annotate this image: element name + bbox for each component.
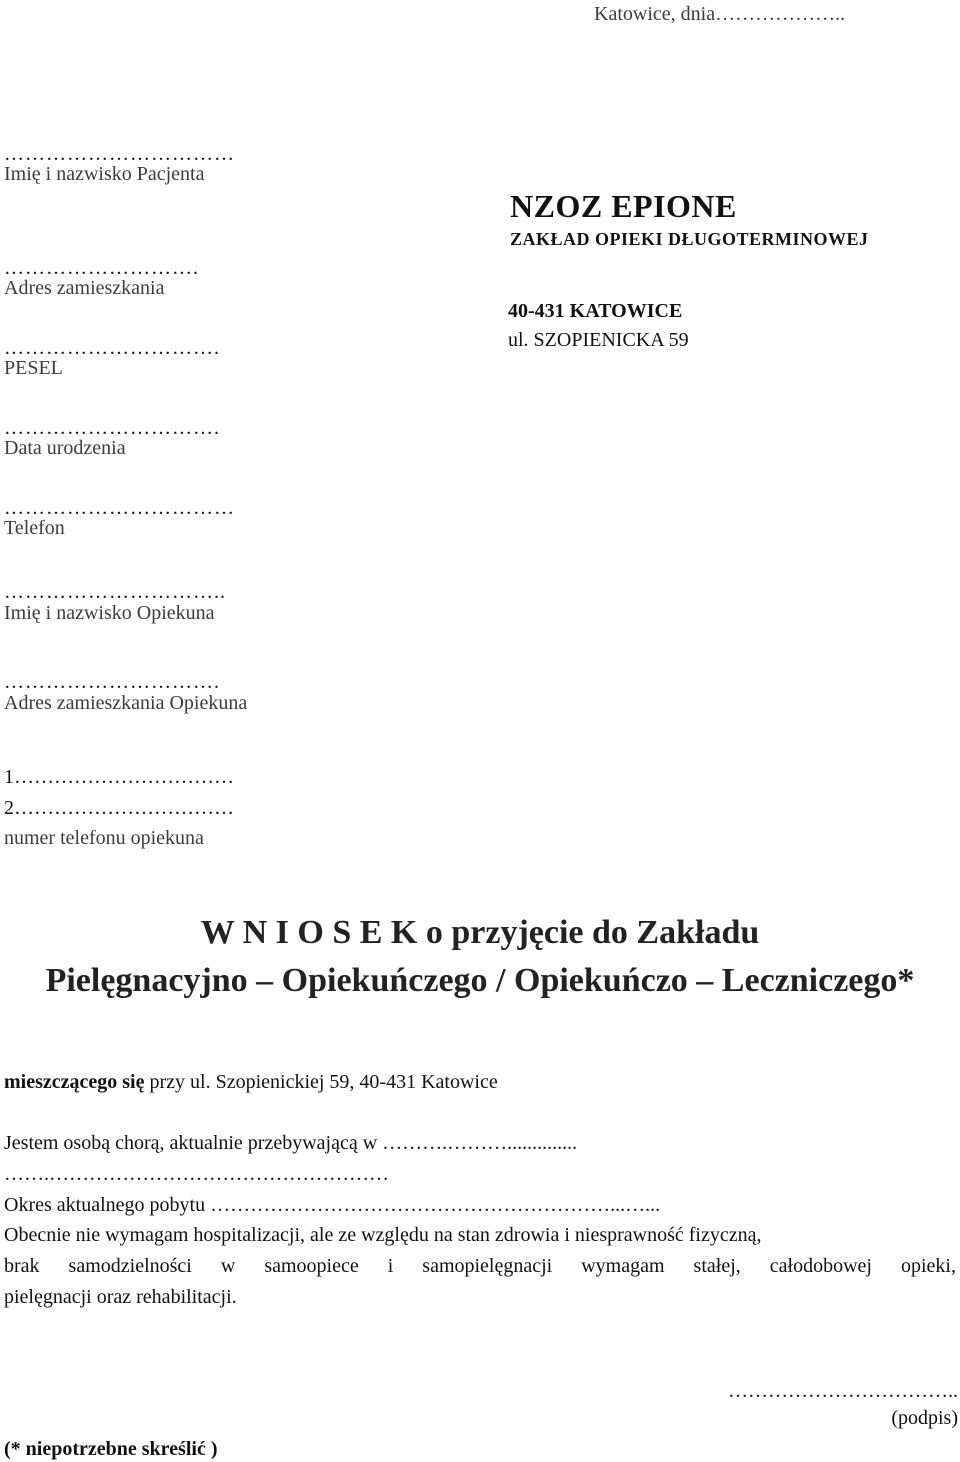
statement-word: samopielęgnacji	[422, 1255, 553, 1277]
document-title-line2: Pielęgnacyjno – Opiekuńczego / Opiekuńczo – Leczniczego*	[45, 962, 915, 999]
place-date: Katowice, dnia………………..	[594, 3, 846, 25]
patient-dob-dots: ………………………….	[4, 417, 220, 439]
stay-dots: …….……………………………………………	[4, 1163, 389, 1185]
document-title-line1: W N I O S E K o przyjęcie do Zakładu	[200, 914, 760, 951]
institution-street: ul. SZOPIENICKA 59	[508, 329, 689, 351]
statement-word: wymagam	[581, 1255, 665, 1277]
stay-line: Jestem osobą chorą, aktualnie przebywającą w ……….………..............	[4, 1132, 578, 1154]
patient-dob-label: Data urodzenia	[4, 437, 126, 459]
location-line	[4, 1070, 498, 1094]
patient-pesel-dots: ………………………….	[4, 337, 220, 359]
statement-line-2	[4, 1254, 956, 1278]
signature-label: (podpis)	[891, 1407, 958, 1429]
statement-word: samodzielności	[68, 1255, 192, 1277]
patient-name-dots: ……………………………	[4, 143, 235, 165]
statement-word: brak	[4, 1255, 40, 1277]
patient-phone-dots: ……………………………	[4, 497, 235, 519]
patient-address-dots: ……………………….	[4, 257, 199, 279]
statement-word: stałej,	[693, 1255, 741, 1277]
statement-word: całodobowej	[769, 1255, 872, 1277]
statement-word: w	[220, 1255, 236, 1277]
period-line: Okres aktualnego pobytu ……………………………………………………...…...	[4, 1194, 661, 1216]
guardian-phone-1: 1……………………………	[4, 766, 234, 788]
statement-word: i	[387, 1255, 394, 1277]
signature-dots: ……………………………..	[728, 1380, 958, 1402]
institution-subtitle: ZAKŁAD OPIEKI DŁUGOTERMINOWEJ	[510, 229, 869, 249]
statement-word: opieki,	[900, 1255, 956, 1277]
patient-name-label: Imię i nazwisko Pacjenta	[4, 163, 205, 185]
guardian-phone-2: 2……………………………	[4, 797, 234, 819]
patient-phone-label: Telefon	[4, 517, 65, 539]
guardian-phone-label: numer telefonu opiekuna	[4, 827, 204, 849]
footnote: (* niepotrzebne skreślić )	[4, 1438, 218, 1460]
patient-address-label: Adres zamieszkania	[4, 277, 165, 299]
institution-city: 40-431 KATOWICE	[508, 300, 683, 322]
patient-pesel-label: PESEL	[4, 357, 63, 379]
statement-word: samoopiece	[264, 1255, 359, 1277]
institution-name: NZOZ EPIONE	[510, 188, 737, 224]
guardian-address-dots: ………………………….	[4, 671, 220, 693]
location-rest: przy ul. Szopienickiej 59, 40-431 Katowice	[149, 1071, 498, 1093]
guardian-name-dots: …………………………..	[4, 581, 226, 603]
statement-line-1: Obecnie nie wymagam hospitalizacji, ale ze względu na stan zdrowia i niesprawność fizyczną,	[4, 1224, 762, 1246]
statement-line-3: pielęgnacji oraz rehabilitacji.	[4, 1286, 237, 1308]
location-bold: mieszczącego się	[4, 1071, 145, 1093]
guardian-name-label: Imię i nazwisko Opiekuna	[4, 602, 215, 624]
guardian-address-label: Adres zamieszkania Opiekuna	[4, 692, 248, 714]
